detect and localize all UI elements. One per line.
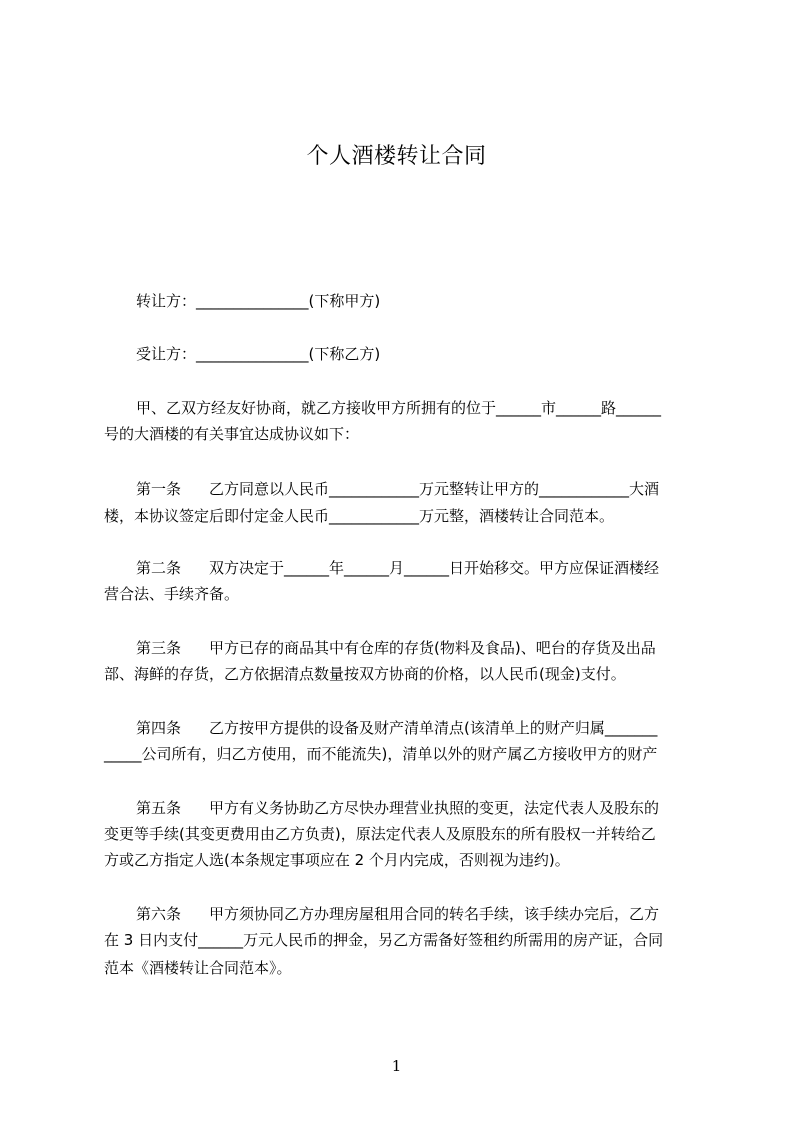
article-6-line-1 [104, 904, 700, 924]
transferee-note: (下称乙方) [308, 345, 381, 363]
article-6-line-3: 范本《酒楼转让合同范本》。 [104, 959, 292, 977]
article-2-line-2: 营合法、手续齐备。 [104, 585, 240, 603]
article-number: 第二条 [136, 559, 182, 577]
page-number: 1 [391, 1057, 402, 1075]
transferee-line [104, 344, 700, 364]
article-5-line-2: 变更等手续(其变更费用由乙方负责)，原法定代表人及原股东的所有股权一并转给乙 [104, 825, 656, 843]
article-3-line-2: 部、海鲜的存货，乙方依据清点数量按双方协商的价格，以人民币(现金)支付。 [104, 665, 626, 683]
intro-line-2: 号的大酒楼的有关事宜达成协议如下： [104, 425, 360, 443]
transferee-blank: _______________ [196, 345, 309, 363]
article-text: 乙方同意以人民币____________万元整转让甲方的____________大酒 [209, 480, 660, 498]
article-number: 第四条 [136, 719, 182, 737]
article-text: 甲方须协同乙方办理房屋租用合同的转名手续，该手续办完后，乙方 [209, 905, 660, 923]
transferor-label: 转让方： [136, 292, 197, 310]
transferee-label: 受让方： [136, 345, 197, 363]
intro-line-1: 甲、乙双方经友好协商，就乙方接收甲方所拥有的位于______市______路______ [136, 399, 662, 417]
article-6-line-2: 在 3 日内支付______万元人民币的押金，另乙方需备好签租约所需用的房产证，合同 [104, 931, 664, 949]
article-5-line-3: 方或乙方指定人选(本条规定事项应在 2 个月内完成，否则视为违约)。 [104, 851, 570, 869]
transferor-line [104, 291, 700, 311]
article-text: 乙方按甲方提供的设备及财产清单清点(该清单上的财产归属_______ [209, 719, 658, 737]
article-4-line-1 [104, 718, 700, 738]
article-number: 第三条 [136, 639, 182, 657]
transferor-note: (下称甲方) [308, 292, 381, 310]
article-number: 第六条 [136, 905, 182, 923]
article-4-line-2: _____公司所有，归乙方使用，而不能流失)，清单以外的财产属乙方接收甲方的财产 [104, 745, 658, 763]
article-3-line-1 [104, 638, 700, 658]
article-5-line-1 [104, 798, 700, 818]
article-2-line-1 [104, 558, 700, 578]
transferor-blank: _______________ [196, 292, 309, 310]
article-text: 甲方有义务协助乙方尽快办理营业执照的变更，法定代表人及股东的 [209, 799, 660, 817]
article-number: 第五条 [136, 799, 182, 817]
article-text: 甲方已存的商品其中有仓库的存货(物料及食品)、吧台的存货及出品 [209, 639, 656, 657]
article-text: 双方决定于______年______月______日开始移交。甲方应保证酒楼经 [209, 559, 660, 577]
article-1-line-1 [104, 479, 700, 499]
article-number: 第一条 [136, 480, 182, 498]
article-1-line-2: 楼，本协议签定后即付定金人民币____________万元整，酒楼转让合同范本。 [104, 507, 615, 525]
document-title: 个人酒楼转让合同 [306, 144, 487, 169]
